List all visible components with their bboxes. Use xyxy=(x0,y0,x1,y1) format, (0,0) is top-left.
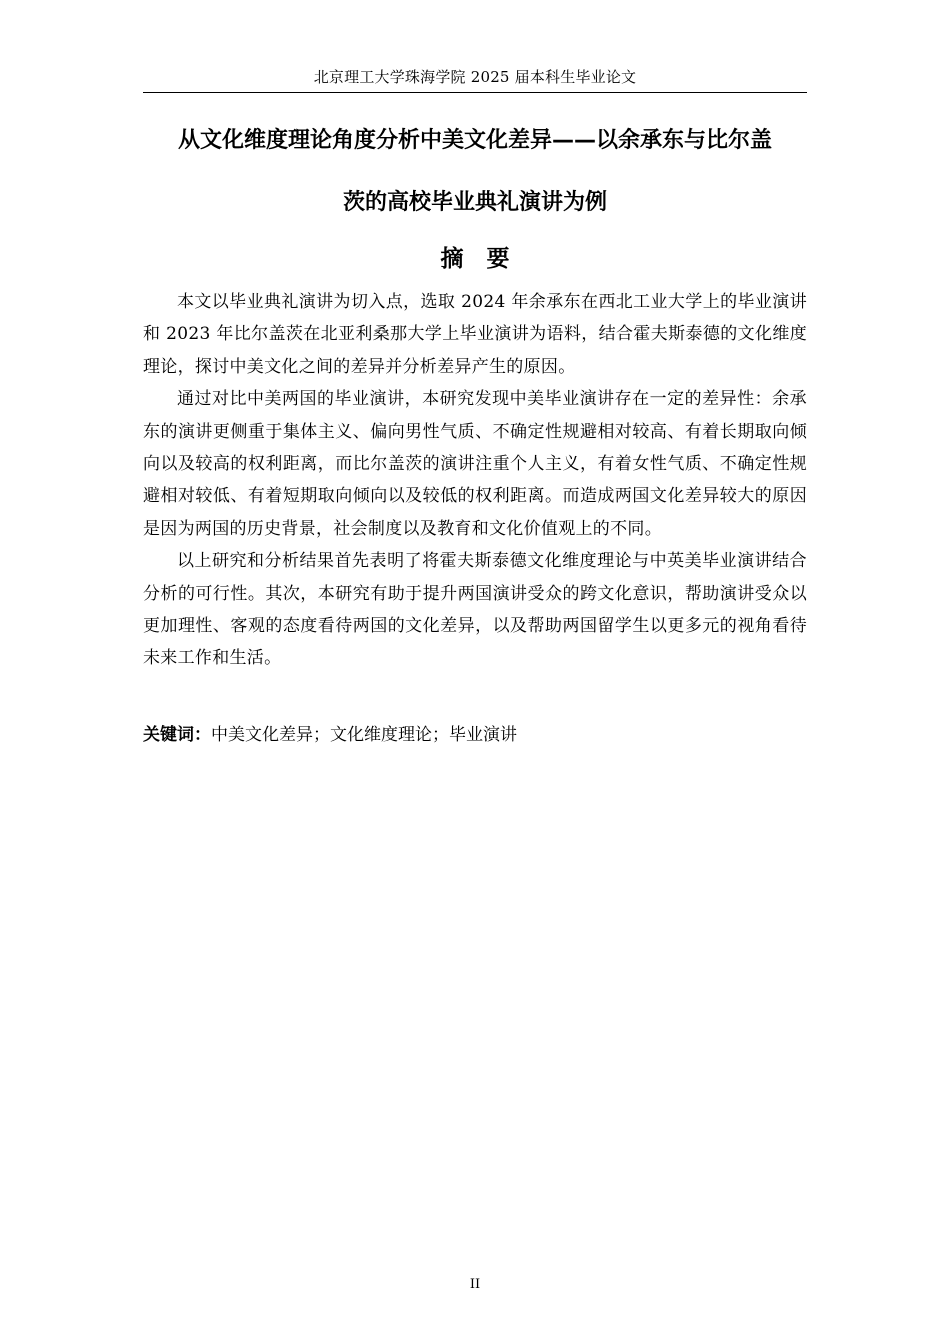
keywords-label: 关键词： xyxy=(143,725,211,745)
running-header: 北京理工大学珠海学院 2025 届本科生毕业论文 xyxy=(143,62,807,93)
abstract-heading: 摘 要 xyxy=(440,246,510,272)
page-number: II xyxy=(469,1277,481,1292)
thesis-title-line-1: 从文化维度理论角度分析中美文化差异——以余承东与比尔盖 xyxy=(177,128,772,153)
keywords-line xyxy=(143,718,807,752)
keywords-value: 中美文化差异；文化维度理论；毕业演讲 xyxy=(211,725,517,745)
abstract-paragraph-1: 本文以毕业典礼演讲为切入点，选取 2024 年余承东在西北工业大学上的毕业演讲和 2023 年比尔盖茨在北亚利桑那大学上毕业演讲为语料，结合霍夫斯泰德的文化维度理论，探讨中美文化之间的差异并分析差异产生的原因。 xyxy=(143,292,807,377)
thesis-title-line-2: 茨的高校毕业典礼演讲为例 xyxy=(342,190,607,215)
abstract-paragraph-3: 以上研究和分析结果首先表明了将霍夫斯泰德文化维度理论与中英美毕业演讲结合分析的可行性。其次，本研究有助于提升两国演讲受众的跨文化意识，帮助演讲受众以更加理性、客观的态度看待两国的文化差异，以及帮助两国留学生以更多元的视角看待未来工作和生活。 xyxy=(143,551,807,669)
abstract-paragraph-2: 通过对比中美两国的毕业演讲，本研究发现中美毕业演讲存在一定的差异性：余承东的演讲更侧重于集体主义、偏向男性气质、不确定性规避相对较高、有着长期取向倾向以及较高的权利距离，而比尔盖茨的演讲注重个人主义，有着女性气质、不确定性规避相对较低、有着短期取向倾向以及较低的权利距离。而造成两国文化差异较大的原因是因为两国的历史背景，社会制度以及教育和文化价值观上的不同。 xyxy=(143,389,807,539)
abstract-body xyxy=(143,286,807,675)
